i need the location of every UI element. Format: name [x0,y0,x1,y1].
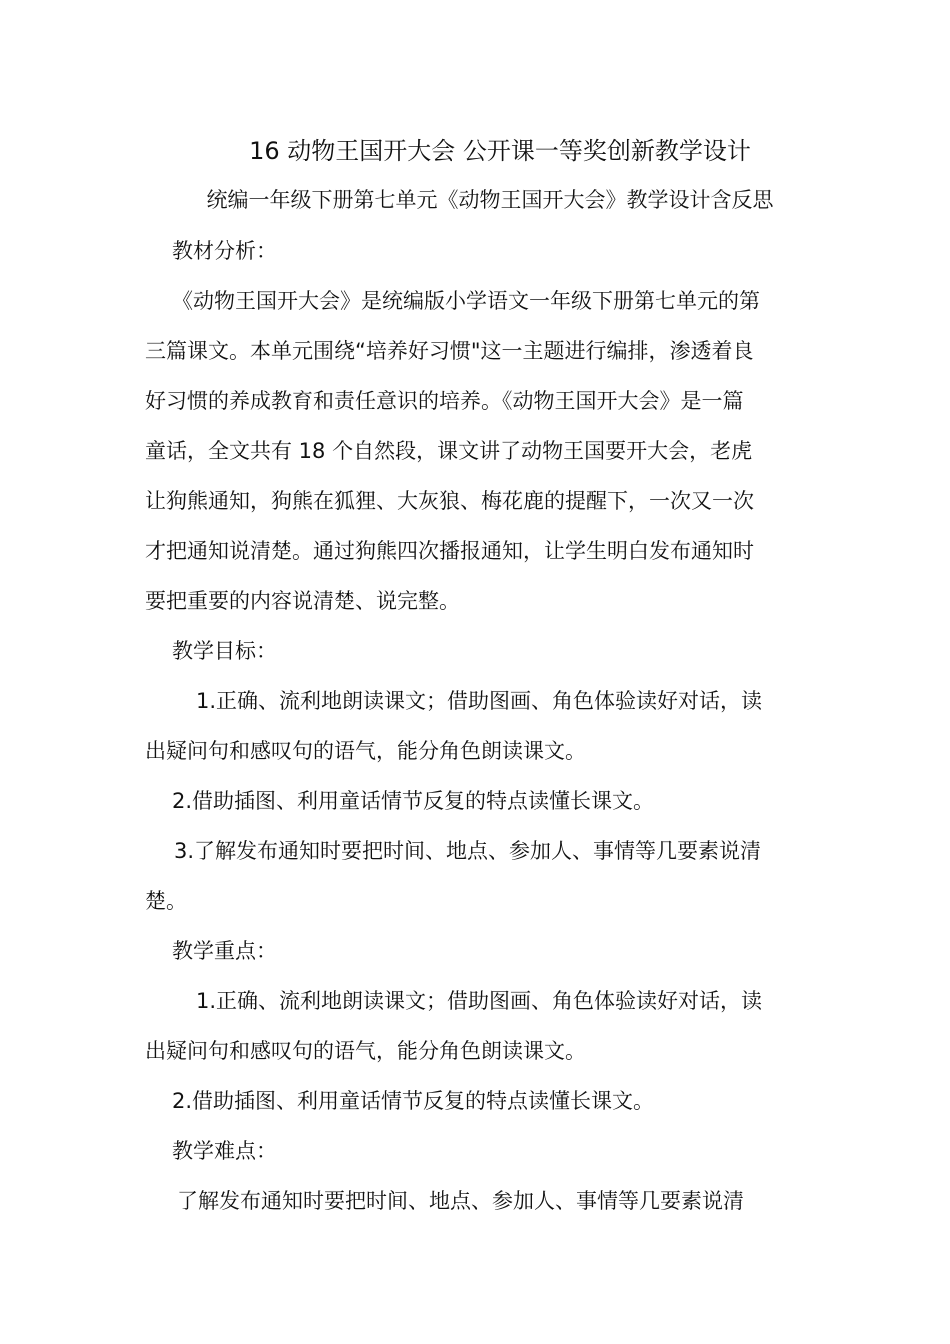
section-heading-analysis: 教材分析： [172,239,277,263]
goal-item: 3.了解发布通知时要把时间、地点、参加人、事情等几要素说清 [174,839,762,863]
section-heading-goals: 教学目标： [172,639,277,663]
paragraph-line: 让狗熊通知，狗熊在狐狸、大灰狼、梅花鹿的提醒下，一次又一次 [145,489,754,513]
paragraph-line: 《动物王国开大会》是统编版小学语文一年级下册第七单元的第 [172,289,760,313]
document-subtitle: 统编一年级下册第七单元《动物王国开大会》教学设计含反思 [206,188,774,212]
difficulty-item: 了解发布通知时要把时间、地点、参加人、事情等几要素说清 [177,1189,744,1213]
key-point-item: 出疑问句和感叹句的语气，能分角色朗读课文。 [145,1039,586,1063]
paragraph-line: 童话，全文共有 18 个自然段，课文讲了动物王国要开大会，老虎 [145,439,753,463]
goal-item: 楚。 [145,889,187,913]
section-heading-difficulties: 教学难点： [172,1139,277,1163]
paragraph-line: 三篇课文。本单元围绕“培养好习惯"这一主题进行编排，渗透着良 [145,339,754,363]
goal-item: 1.正确、流利地朗读课文；借助图画、角色体验读好对话，读 [196,689,763,713]
paragraph-line: 要把重要的内容说清楚、说完整。 [145,589,460,613]
document-title: 16 动物王国开大会 公开课一等奖创新教学设计 [249,137,751,165]
key-point-item: 2.借助插图、利用童话情节反复的特点读懂长课文。 [172,1089,655,1113]
section-heading-key-points: 教学重点： [172,939,277,963]
paragraph-line: 才把通知说清楚。通过狗熊四次播报通知，让学生明白发布通知时 [145,539,754,563]
key-point-item: 1.正确、流利地朗读课文；借助图画、角色体验读好对话，读 [196,989,763,1013]
goal-item: 出疑问句和感叹句的语气，能分角色朗读课文。 [145,739,586,763]
goal-item: 2.借助插图、利用童话情节反复的特点读懂长课文。 [172,789,655,813]
paragraph-line: 好习惯的养成教育和责任意识的培养。《动物王国开大会》是一篇 [145,389,744,413]
